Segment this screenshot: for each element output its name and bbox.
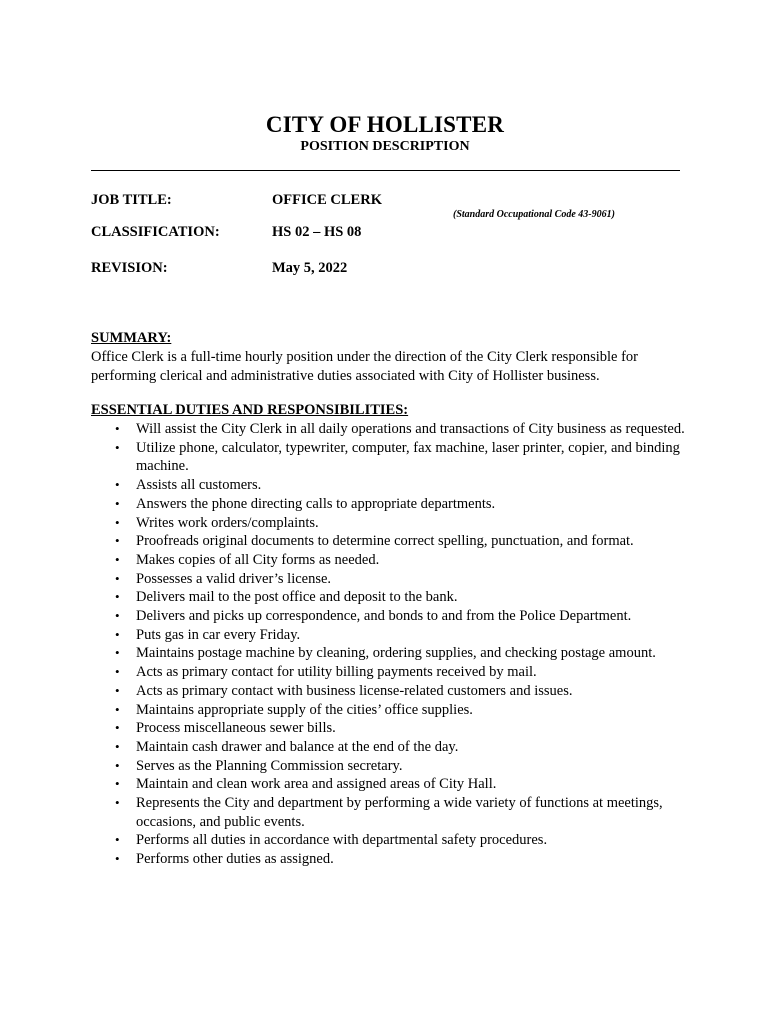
duty-item [91, 719, 691, 738]
duty-item [91, 794, 691, 831]
bullet-icon: • [115, 477, 120, 493]
bullet-icon: • [115, 608, 120, 624]
duty-text: Maintain and clean work area and assigned areas of City Hall. [136, 776, 497, 793]
summary-heading: SUMMARY: [91, 330, 172, 346]
bullet-icon: • [115, 776, 120, 792]
revision-value: May 5, 2022 [272, 260, 348, 276]
duties-list [91, 420, 691, 869]
summary-text: Office Clerk is a full-time hourly position under the direction of the City Clerk responsible for performing clerical and administrative duties associated with City of Hollister business. [91, 349, 638, 384]
bullet-icon: • [115, 551, 120, 567]
bullet-icon: • [115, 645, 120, 661]
duty-text: Performs other duties as assigned. [136, 851, 334, 868]
bullet-icon: • [115, 589, 120, 605]
duty-text: Maintains appropriate supply of the cities’ office supplies. [136, 701, 473, 718]
duty-text: Serves as the Planning Commission secretary. [136, 757, 403, 774]
duty-item [91, 476, 691, 495]
duty-text: Will assist the City Clerk in all daily operations and transactions of City business as requested. [136, 421, 685, 437]
bullet-icon: • [115, 682, 120, 698]
duty-item [91, 850, 691, 869]
duty-item [91, 551, 691, 570]
bullet-icon: • [115, 757, 120, 773]
duty-text: Acts as primary contact for utility billing payments received by mail. [136, 664, 537, 681]
duty-item [91, 738, 691, 757]
duty-item [91, 831, 691, 850]
job-title-label: JOB TITLE: [91, 192, 172, 208]
classification-value: HS 02 – HS 08 [272, 224, 362, 240]
duty-item [91, 495, 691, 514]
soc-code-note: (Standard Occupational Code 43-9061) [453, 209, 615, 220]
bullet-icon: • [115, 439, 120, 455]
duty-text: Possesses a valid driver’s license. [136, 570, 332, 587]
duty-text: Maintains postage machine by cleaning, ordering supplies, and checking postage amount. [136, 645, 656, 662]
bullet-icon: • [115, 626, 120, 642]
bullet-icon: • [115, 701, 120, 717]
duty-text: Writes work orders/complaints. [136, 514, 319, 531]
bullet-icon: • [115, 720, 120, 736]
document-title: CITY OF HOLLISTER [265, 112, 505, 137]
duty-item [91, 607, 691, 626]
duty-text: Represents the City and department by performing a wide variety of functions at meetings, occasions, and public events. [136, 795, 663, 830]
duty-text: Utilize phone, calculator, typewriter, computer, fax machine, laser printer, copier, and binding machine. [136, 439, 680, 475]
duty-item [91, 570, 691, 589]
duty-text: Maintain cash drawer and balance at the end of the day. [136, 738, 459, 755]
duty-text: Assists all customers. [136, 477, 262, 494]
duty-text: Acts as primary contact with business license-related customers and issues. [136, 682, 573, 699]
bullet-icon: • [115, 738, 120, 754]
job-title-value: OFFICE CLERK [272, 192, 382, 208]
classification-label: CLASSIFICATION: [91, 224, 220, 240]
bullet-icon: • [115, 533, 120, 549]
duty-item [91, 757, 691, 776]
duty-item [91, 626, 691, 645]
bullet-icon: • [115, 514, 120, 530]
duty-text: Delivers and picks up correspondence, and bonds to and from the Police Department. [136, 608, 632, 625]
duties-heading: ESSENTIAL DUTIES AND RESPONSIBILITIES: [91, 402, 409, 418]
bullet-icon: • [115, 421, 120, 436]
duty-text: Delivers mail to the post office and deposit to the bank. [136, 589, 458, 606]
duty-item [91, 439, 691, 476]
duty-text: Process miscellaneous sewer bills. [136, 720, 336, 737]
duty-text: Makes copies of all City forms as needed. [136, 551, 380, 568]
bullet-icon: • [115, 495, 120, 511]
duty-item [91, 775, 691, 794]
document-subtitle: POSITION DESCRIPTION [300, 139, 470, 154]
duty-item [91, 701, 691, 720]
revision-label: REVISION: [91, 260, 168, 276]
bullet-icon: • [115, 851, 120, 867]
bullet-icon: • [115, 795, 120, 811]
duty-item [91, 663, 691, 682]
duty-text: Performs all duties in accordance with departmental safety procedures. [136, 832, 548, 849]
duty-text: Proofreads original documents to determine correct spelling, punctuation, and format. [136, 533, 634, 550]
duty-item [91, 644, 691, 663]
duty-item [91, 682, 691, 701]
duty-item [91, 420, 691, 439]
header-divider [91, 170, 680, 171]
duty-item [91, 532, 691, 551]
bullet-icon: • [115, 664, 120, 680]
duty-item [91, 588, 691, 607]
bullet-icon: • [115, 570, 120, 586]
duty-item [91, 514, 691, 533]
duty-text: Answers the phone directing calls to appropriate departments. [136, 495, 496, 512]
bullet-icon: • [115, 832, 120, 848]
duty-text: Puts gas in car every Friday. [136, 626, 301, 643]
